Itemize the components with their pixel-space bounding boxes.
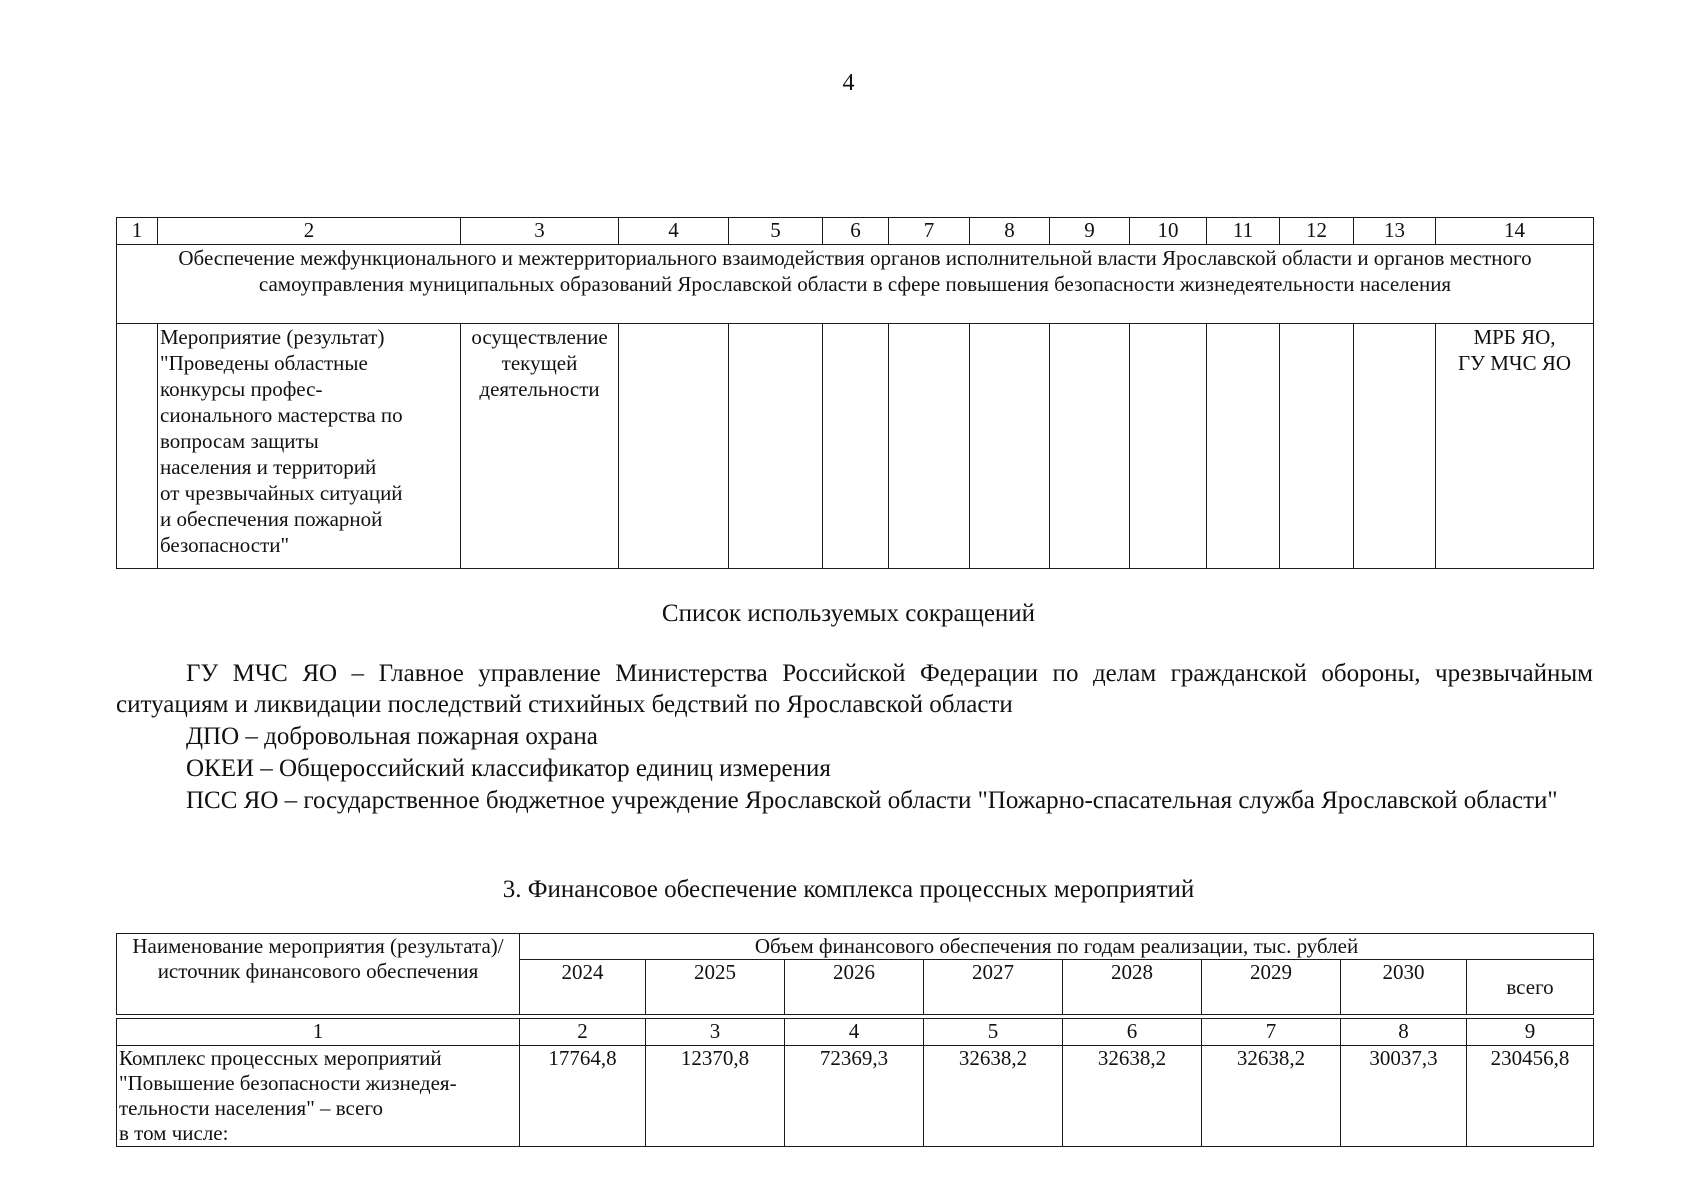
empty-cell <box>1280 324 1354 569</box>
finance-table <box>116 933 1594 1147</box>
page-number: 4 <box>842 70 855 96</box>
abbreviation-text: ОКЕИ – Общероссийский классификатор единиц измерения <box>186 755 831 782</box>
empty-cell <box>1207 324 1280 569</box>
column-number: 13 <box>1354 218 1436 245</box>
abbreviation-item <box>116 721 1593 752</box>
finance-name-header: Наименование мероприятия (результата)/ источник финансового обеспечения <box>117 934 520 1015</box>
finance-value: 32638,2 <box>1202 1046 1341 1147</box>
table-row <box>117 324 1594 569</box>
abbreviation-text: ДПО – добровольная пожарная охрана <box>186 723 598 750</box>
cell-col1 <box>117 324 158 569</box>
table-row <box>117 1046 1594 1147</box>
empty-cell <box>1354 324 1436 569</box>
column-number: 2 <box>520 1019 646 1046</box>
column-number: 5 <box>729 218 823 245</box>
empty-cell <box>1050 324 1130 569</box>
column-number: 3 <box>646 1019 785 1046</box>
year-header: 2025 <box>646 960 785 1015</box>
section-row <box>117 245 1594 324</box>
total-header: всего <box>1467 960 1594 1015</box>
finance-header-row <box>117 934 1594 960</box>
empty-cell <box>1130 324 1207 569</box>
finance-value: 32638,2 <box>924 1046 1063 1147</box>
abbreviation-item <box>116 785 1593 816</box>
empty-cell <box>823 324 889 569</box>
column-number: 6 <box>1063 1019 1202 1046</box>
column-number: 3 <box>461 218 619 245</box>
column-number: 11 <box>1207 218 1280 245</box>
column-number: 9 <box>1467 1019 1594 1046</box>
finance-value: 32638,2 <box>1063 1046 1202 1147</box>
activity-type-cell: осуществление текущей деятельности <box>461 324 619 569</box>
finance-total-value: 230456,8 <box>1467 1046 1594 1147</box>
empty-cell <box>889 324 970 569</box>
activity-name-cell: Мероприятие (результат) "Проведены областные конкурсы профес- сионального мастерства по вопросам защиты населения и территорий от чрезвычайных ситуаций и обеспечения пожарной безопасности" <box>158 324 461 569</box>
table-header-row <box>117 218 1594 245</box>
abbreviation-item <box>116 753 1593 784</box>
column-number: 6 <box>823 218 889 245</box>
column-number: 4 <box>619 218 729 245</box>
abbreviations-title: Список используемых сокращений <box>661 600 1036 627</box>
column-number: 8 <box>970 218 1050 245</box>
finance-value: 12370,8 <box>646 1046 785 1147</box>
column-number: 1 <box>117 218 158 245</box>
column-number: 10 <box>1130 218 1207 245</box>
finance-number-row <box>117 1019 1594 1046</box>
column-number: 1 <box>117 1019 520 1046</box>
abbreviation-text: ГУ МЧС ЯО – Главное управление Министерства Российской Федерации по делам гражданской обороны, чрезвычайным ситуациям и ликвидации последствий стихийных бедствий по Ярославской области <box>116 660 1593 718</box>
column-number: 4 <box>785 1019 924 1046</box>
responsible-cell: МРБ ЯО, ГУ МЧС ЯО <box>1436 324 1594 569</box>
activities-table <box>116 217 1594 569</box>
column-number: 5 <box>924 1019 1063 1046</box>
finance-value: 72369,3 <box>785 1046 924 1147</box>
empty-cell <box>970 324 1050 569</box>
column-number: 12 <box>1280 218 1354 245</box>
column-number: 7 <box>889 218 970 245</box>
year-header: 2029 <box>1202 960 1341 1015</box>
abbreviation-item <box>116 658 1593 720</box>
column-number: 14 <box>1436 218 1594 245</box>
column-number: 2 <box>158 218 461 245</box>
finance-row-name: Комплекс процессных мероприятий "Повышение безопасности жизнедея-тельности населения" – всего в том числе: <box>117 1046 520 1147</box>
year-header: 2028 <box>1063 960 1202 1015</box>
year-header: 2026 <box>785 960 924 1015</box>
year-header: 2027 <box>924 960 1063 1015</box>
empty-cell <box>619 324 729 569</box>
section-title: Обеспечение межфункционального и межтерриториального взаимодействия органов исполнительной власти Ярославской области и органов местного самоуправления муниципальных образований Ярославской области в сфере повышения безопасности жизнедеятельности населения <box>117 245 1594 324</box>
finance-title: 3. Финансовое обеспечение комплекса процессных мероприятий <box>502 876 1195 903</box>
column-number: 8 <box>1341 1019 1467 1046</box>
column-number: 9 <box>1050 218 1130 245</box>
column-number: 7 <box>1202 1019 1341 1046</box>
abbreviation-text: ПСС ЯО – государственное бюджетное учреждение Ярославской области "Пожарно-спасательная служба Ярославской области" <box>186 787 1558 814</box>
finance-value: 17764,8 <box>520 1046 646 1147</box>
empty-cell <box>729 324 823 569</box>
finance-value: 30037,3 <box>1341 1046 1467 1147</box>
year-header: 2030 <box>1341 960 1467 1015</box>
finance-group-header: Объем финансового обеспечения по годам реализации, тыс. рублей <box>520 934 1594 960</box>
year-header: 2024 <box>520 960 646 1015</box>
